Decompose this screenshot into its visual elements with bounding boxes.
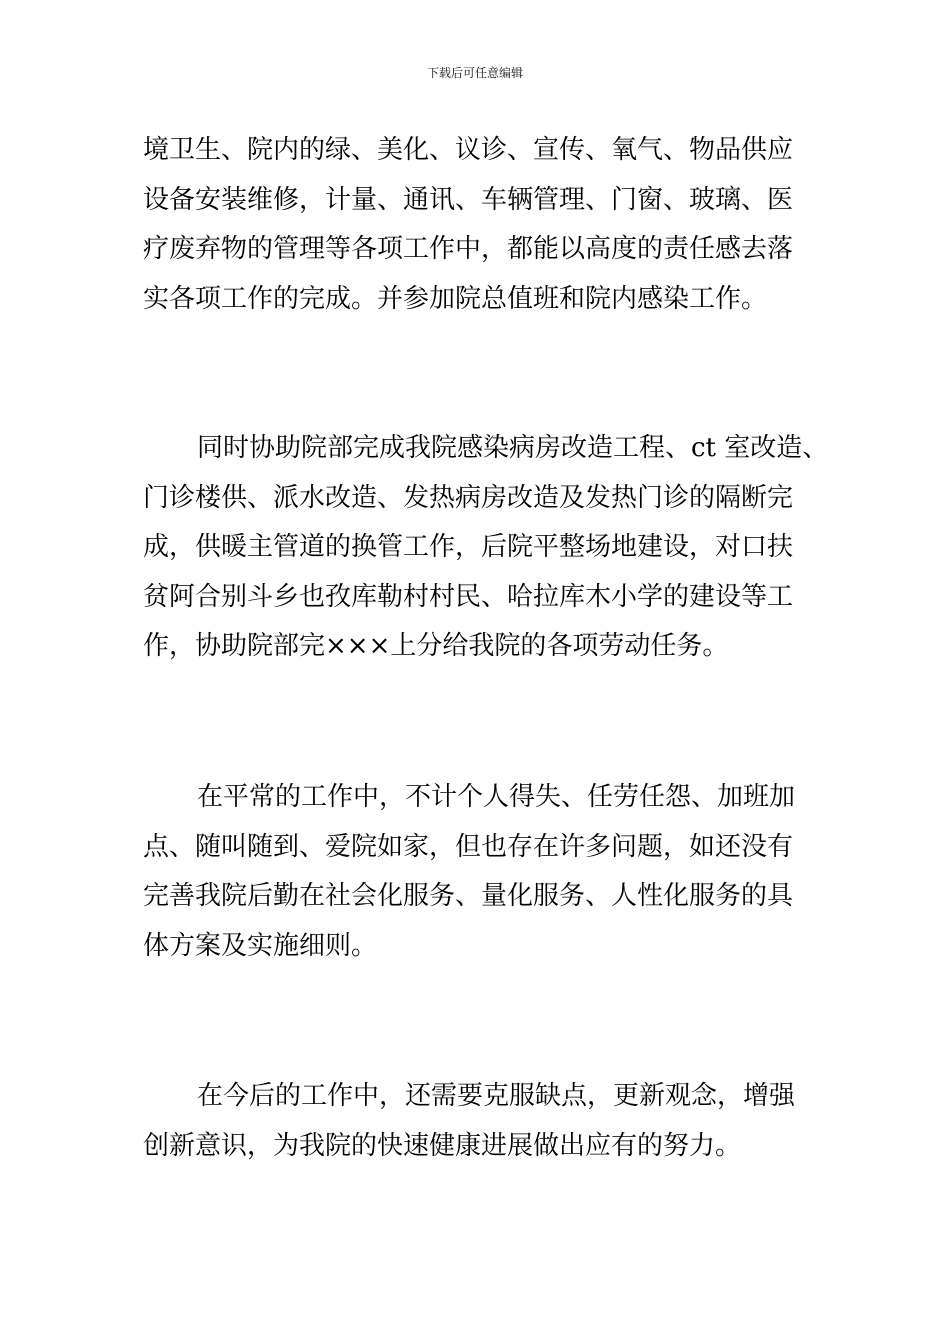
paragraph-line: 疗废弃物的管理等各项工作中，都能以高度的责任感去落 xyxy=(143,234,794,264)
paragraph-line: 在平常的工作中，不计个人得失、任劳任怨、加班加 xyxy=(197,782,796,812)
paragraph-line: 点、随叫随到、爱院如家，但也存在许多问题，如还没有 xyxy=(143,831,794,862)
paragraph-line: 境卫生、院内的绿、美化、议诊、宣传、氧气、物品供应 xyxy=(143,135,794,165)
page-header-note: 下载后可任意编辑 xyxy=(426,66,523,80)
paragraph-line: 体方案及实施细则。 xyxy=(143,930,378,961)
paragraph-line: 贫阿合别斗乡也孜库勒村村民、哈拉库木小学的建设等工 xyxy=(143,581,794,612)
paragraph-line: 完善我院后勤在社会化服务、量化服务、人性化服务的具 xyxy=(143,881,794,911)
paragraph-line: 门诊楼供、派水改造、发热病房改造及发热门诊的隔断完 xyxy=(143,482,794,513)
paragraph-line: 同时协助院部完成我院感染病房改造工程、ct 室改造、 xyxy=(197,433,829,463)
paragraph-2 xyxy=(143,424,829,672)
paragraph-line: 成，供暖主管道的换管工作，后院平整场地建设，对口扶 xyxy=(143,532,794,562)
paragraph-line: 实各项工作的完成。并参加院总值班和院内感染工作。 xyxy=(143,283,768,314)
paragraph-1 xyxy=(143,126,813,324)
paragraph-line: 设备安装维修，计量、通讯、车辆管理、门窗、玻璃、医 xyxy=(143,184,794,215)
paragraph-line: 作，协助院部完×××上分给我院的各项劳动任务。 xyxy=(143,631,729,661)
paragraph-4 xyxy=(143,1072,813,1171)
paragraph-line: 在今后的工作中，还需要克服缺点，更新观念，增强 xyxy=(197,1081,796,1111)
paragraph-line: 创新意识，为我院的快速健康进展做出应有的努力。 xyxy=(143,1130,742,1161)
paragraph-3 xyxy=(143,773,813,971)
